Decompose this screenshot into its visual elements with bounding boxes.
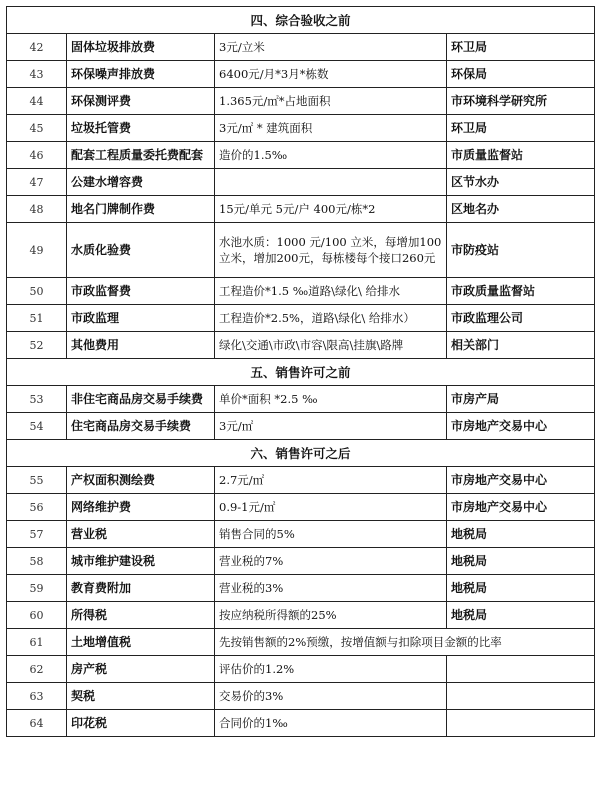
table-row (7, 34, 595, 61)
responsible-department: 市质量监督站 (447, 142, 595, 169)
fee-name: 环保测评费 (67, 88, 215, 115)
fee-name: 城市维护建设税 (67, 548, 215, 575)
row-number: 60 (7, 602, 67, 629)
row-number: 58 (7, 548, 67, 575)
table-row (7, 88, 595, 115)
row-number: 45 (7, 115, 67, 142)
fee-amount: 工程造价*2.5%，道路\绿化\ 给排水） (215, 305, 447, 332)
row-number: 62 (7, 656, 67, 683)
row-number: 57 (7, 521, 67, 548)
table-row (7, 61, 595, 88)
responsible-department: 环卫局 (447, 34, 595, 61)
table-row (7, 142, 595, 169)
fee-name: 土地增值税 (67, 629, 215, 656)
responsible-department: 环卫局 (447, 115, 595, 142)
fee-name: 教育费附加 (67, 575, 215, 602)
fee-amount: 水池水质：1000 元/100 立米，每增加100立米，增加200元，每栋楼每个接口260元 (215, 223, 447, 278)
row-number: 54 (7, 413, 67, 440)
responsible-department: 市防疫站 (447, 223, 595, 278)
fee-name: 公建水增容费 (67, 169, 215, 196)
fee-amount: 营业税的3% (215, 575, 447, 602)
table-row (7, 278, 595, 305)
fee-table (6, 6, 595, 737)
table-row (7, 629, 595, 656)
table-row (7, 656, 595, 683)
row-number: 53 (7, 386, 67, 413)
responsible-department: 市房地产交易中心 (447, 413, 595, 440)
table-row (7, 413, 595, 440)
responsible-department: 市环境科学研究所 (447, 88, 595, 115)
fee-name: 垃圾托管费 (67, 115, 215, 142)
responsible-department: 环保局 (447, 61, 595, 88)
fee-amount: 绿化\交通\市政\市容\限高\挂旗\路牌 (215, 332, 447, 359)
fee-name: 其他费用 (67, 332, 215, 359)
responsible-department: 市房地产交易中心 (447, 467, 595, 494)
responsible-department: 市政监理公司 (447, 305, 595, 332)
responsible-department: 地税局 (447, 548, 595, 575)
fee-amount: 单价*面积 *2.5 ‰ (215, 386, 447, 413)
fee-name: 配套工程质量委托费配套 (67, 142, 215, 169)
responsible-department: 市房产局 (447, 386, 595, 413)
responsible-department: 地税局 (447, 602, 595, 629)
table-row (7, 196, 595, 223)
fee-amount (215, 169, 447, 196)
fee-amount: 3元/㎡ (215, 413, 447, 440)
fee-name: 住宅商品房交易手续费 (67, 413, 215, 440)
fee-amount: 先按销售额的2%预缴，按增值额与扣除项目金额的比率 (215, 629, 595, 656)
table-row (7, 494, 595, 521)
table-row (7, 305, 595, 332)
responsible-department (447, 710, 595, 737)
fee-amount: 交易价的3% (215, 683, 447, 710)
fee-amount: 3元/立米 (215, 34, 447, 61)
row-number: 43 (7, 61, 67, 88)
fee-amount: 按应纳税所得额的25% (215, 602, 447, 629)
fee-amount: 销售合同的5% (215, 521, 447, 548)
section-header (7, 7, 595, 34)
row-number: 59 (7, 575, 67, 602)
responsible-department: 地税局 (447, 575, 595, 602)
fee-amount: 2.7元/㎡ (215, 467, 447, 494)
fee-amount: 合同价的1‰ (215, 710, 447, 737)
fee-amount: 3元/㎡ * 建筑面积 (215, 115, 447, 142)
table-row (7, 332, 595, 359)
fee-name: 房产税 (67, 656, 215, 683)
table-row (7, 521, 595, 548)
responsible-department (447, 656, 595, 683)
fee-amount: 营业税的7% (215, 548, 447, 575)
section-title: 六、销售许可之后 (7, 440, 595, 467)
row-number: 46 (7, 142, 67, 169)
section-title: 五、销售许可之前 (7, 359, 595, 386)
responsible-department (447, 683, 595, 710)
fee-name: 印花税 (67, 710, 215, 737)
fee-name: 地名门牌制作费 (67, 196, 215, 223)
row-number: 50 (7, 278, 67, 305)
fee-amount: 15元/单元 5元/户 400元/栋*2 (215, 196, 447, 223)
fee-amount: 工程造价*1.5 ‰道路\绿化\ 给排水 (215, 278, 447, 305)
section-title: 四、综合验收之前 (7, 7, 595, 34)
table-row (7, 467, 595, 494)
table-row (7, 115, 595, 142)
fee-name: 环保噪声排放费 (67, 61, 215, 88)
fee-name: 所得税 (67, 602, 215, 629)
fee-table-body (7, 7, 595, 737)
section-header (7, 440, 595, 467)
row-number: 64 (7, 710, 67, 737)
table-row (7, 223, 595, 278)
row-number: 61 (7, 629, 67, 656)
section-header (7, 359, 595, 386)
row-number: 52 (7, 332, 67, 359)
fee-name: 契税 (67, 683, 215, 710)
responsible-department: 地税局 (447, 521, 595, 548)
table-row (7, 683, 595, 710)
responsible-department: 市政质量监督站 (447, 278, 595, 305)
fee-table-page (6, 6, 594, 737)
responsible-department: 市房地产交易中心 (447, 494, 595, 521)
fee-amount: 1.365元/㎡*占地面积 (215, 88, 447, 115)
row-number: 48 (7, 196, 67, 223)
table-row (7, 710, 595, 737)
fee-name: 市政监督费 (67, 278, 215, 305)
fee-amount: 评估价的1.2% (215, 656, 447, 683)
row-number: 56 (7, 494, 67, 521)
fee-name: 营业税 (67, 521, 215, 548)
row-number: 42 (7, 34, 67, 61)
fee-name: 产权面积测绘费 (67, 467, 215, 494)
row-number: 55 (7, 467, 67, 494)
table-row (7, 575, 595, 602)
table-row (7, 602, 595, 629)
responsible-department: 区地名办 (447, 196, 595, 223)
row-number: 47 (7, 169, 67, 196)
row-number: 63 (7, 683, 67, 710)
table-row (7, 548, 595, 575)
table-row (7, 169, 595, 196)
fee-amount: 0.9-1元/㎡ (215, 494, 447, 521)
fee-name: 水质化验费 (67, 223, 215, 278)
fee-name: 固体垃圾排放费 (67, 34, 215, 61)
fee-name: 非住宅商品房交易手续费 (67, 386, 215, 413)
row-number: 44 (7, 88, 67, 115)
fee-amount: 6400元/月*3月*栋数 (215, 61, 447, 88)
responsible-department: 区节水办 (447, 169, 595, 196)
table-row (7, 386, 595, 413)
fee-name: 网络维护费 (67, 494, 215, 521)
fee-amount: 造价的1.5‰ (215, 142, 447, 169)
row-number: 49 (7, 223, 67, 278)
responsible-department: 相关部门 (447, 332, 595, 359)
fee-name: 市政监理 (67, 305, 215, 332)
row-number: 51 (7, 305, 67, 332)
